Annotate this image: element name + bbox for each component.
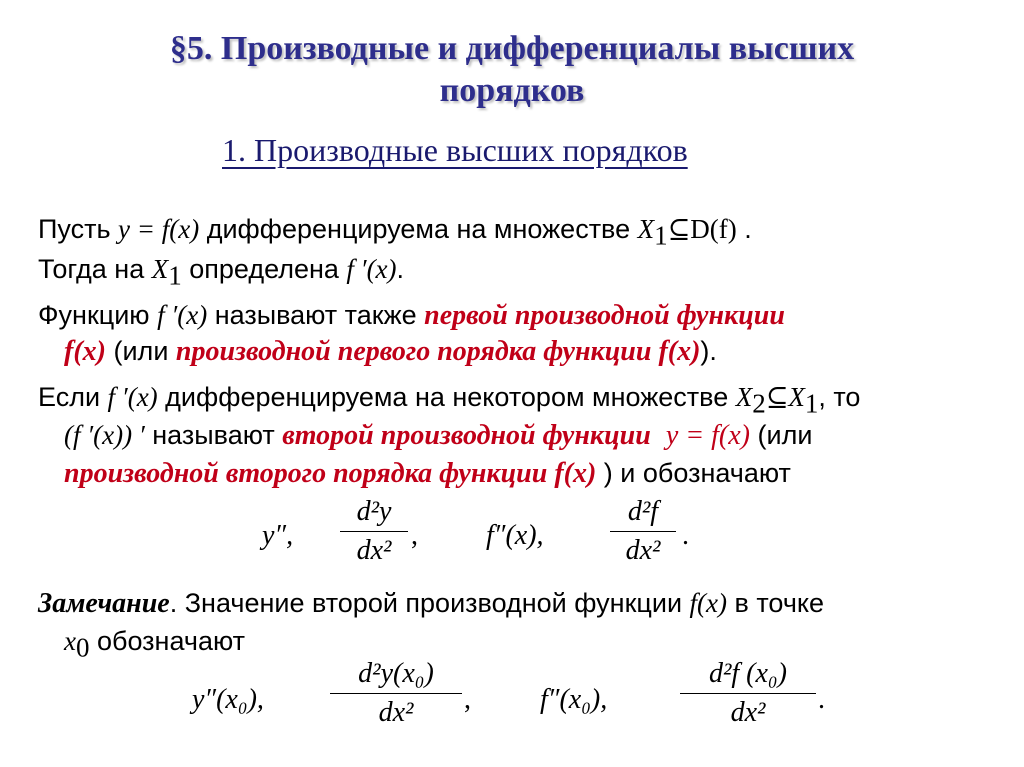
slide-title-line1: §5. Производные и дифференциалы высших [169,30,855,67]
second-derivative-f: f″(x), [486,520,544,551]
paragraph-3-line2 [64,336,717,368]
para4-subset-symbol: ⊆ [765,382,789,412]
fraction-numerator: d²y(x₀) [358,658,434,689]
paragraph-3-line1 [38,300,785,332]
fraction-denominator: dx² [625,535,661,566]
para3-red-func: f(x) [64,336,106,367]
period: . [818,684,825,715]
fraction-d2f-dx2 [610,496,676,567]
para4-text-2: дифференцируема на некотором множестве [157,382,736,412]
remark-line1 [38,588,824,620]
para4-text-6: ) [596,458,613,488]
fraction-d2f-at-point [680,658,816,729]
paragraph-1 [38,214,752,251]
remark-point-sub: 0 [75,632,90,663]
remark-label: Замечание [38,588,170,619]
comma: , [464,684,471,715]
fraction-denominator: dx² [378,697,414,728]
fraction-bar [610,531,676,532]
para2-set: X [151,254,169,284]
para4-red-term: второй производной функции [282,420,651,451]
remark-text-1: . Значение второй производной функции [169,588,690,618]
para4-set2: X [735,382,753,412]
para4-expr: f ′(x) [107,382,158,412]
para4-expr2: (f ′(x)) ′ [64,420,145,450]
paragraph-4-line2 [64,420,812,452]
para4-text-1: Если [38,382,108,412]
fraction-bar [330,693,462,694]
fraction-numerator: d²f [627,496,659,527]
fraction-numerator: d²f (x₀) [709,658,787,689]
para4-text-4: называют [144,420,283,450]
para3-text-2: называют также [207,300,425,330]
remark-point: x [64,626,76,656]
para1-domain: D(f) [690,214,737,244]
fraction-denominator: dx² [730,697,766,728]
second-derivative-f-at-point: f″(x₀), [540,684,608,715]
para1-text-1: Пусть [38,214,119,244]
fraction-bar [340,531,408,532]
period: . [682,520,689,551]
para4-text-3: , то [818,382,861,412]
para1-expr: y = f(x) [118,214,200,244]
second-derivative-y-at-point: y″(x₀), [192,684,264,715]
fraction-bar [680,693,816,694]
section-subtitle: 1. Производные высших порядков [222,132,688,168]
para2-end: . [396,254,405,284]
para1-text-2: дифференцируема на множестве [199,214,638,244]
para3-red-alt: производной первого порядка функции f(x) [175,336,701,367]
para4-set2-sub: 2 [752,388,766,419]
para4-set1-sub: 1 [804,388,819,419]
para3-red-term: первой производной функции [424,300,785,331]
para1-set: X [637,214,655,244]
second-derivative-y: y″, [262,520,294,551]
para2-text-2: определена [181,254,347,284]
para3-text-3: (или [105,336,176,366]
paragraph-4-line3 [64,458,791,490]
subset-symbol: ⊆ [667,214,691,244]
para3-end: ). [700,336,717,366]
paragraph-4-line1 [38,382,861,419]
fraction-d2y-at-point [330,658,462,729]
remark-line2 [64,626,245,663]
para4-text-5: (или [750,420,813,450]
fraction-numerator: d²y [356,496,392,527]
para4-set1: X [788,382,805,412]
para1-end: . [736,214,752,244]
slide-title-line2: порядков [439,72,585,109]
para1-set-sub: 1 [654,220,668,251]
para2-set-sub: 1 [168,260,182,291]
para3-expr: f ′(x) [157,300,208,330]
remark-text-2: в точке [727,588,825,618]
comma: , [411,520,418,551]
para4-red-expr: y = f(x) [665,420,751,451]
para3-text-1: Функцию [38,300,158,330]
paragraph-2 [38,254,405,291]
para4-red-alt: производной второго порядка функции f(x) [64,458,597,489]
fraction-denominator: dx² [356,535,392,566]
fraction-d2y-dx2 [340,496,408,567]
para4-text-7: и обозначают [612,458,791,488]
para2-expr: f ′(x) [346,254,397,284]
remark-expr: f(x) [689,588,727,618]
remark-text-3: обозначают [89,626,245,656]
para2-text-1: Тогда на [38,254,152,284]
